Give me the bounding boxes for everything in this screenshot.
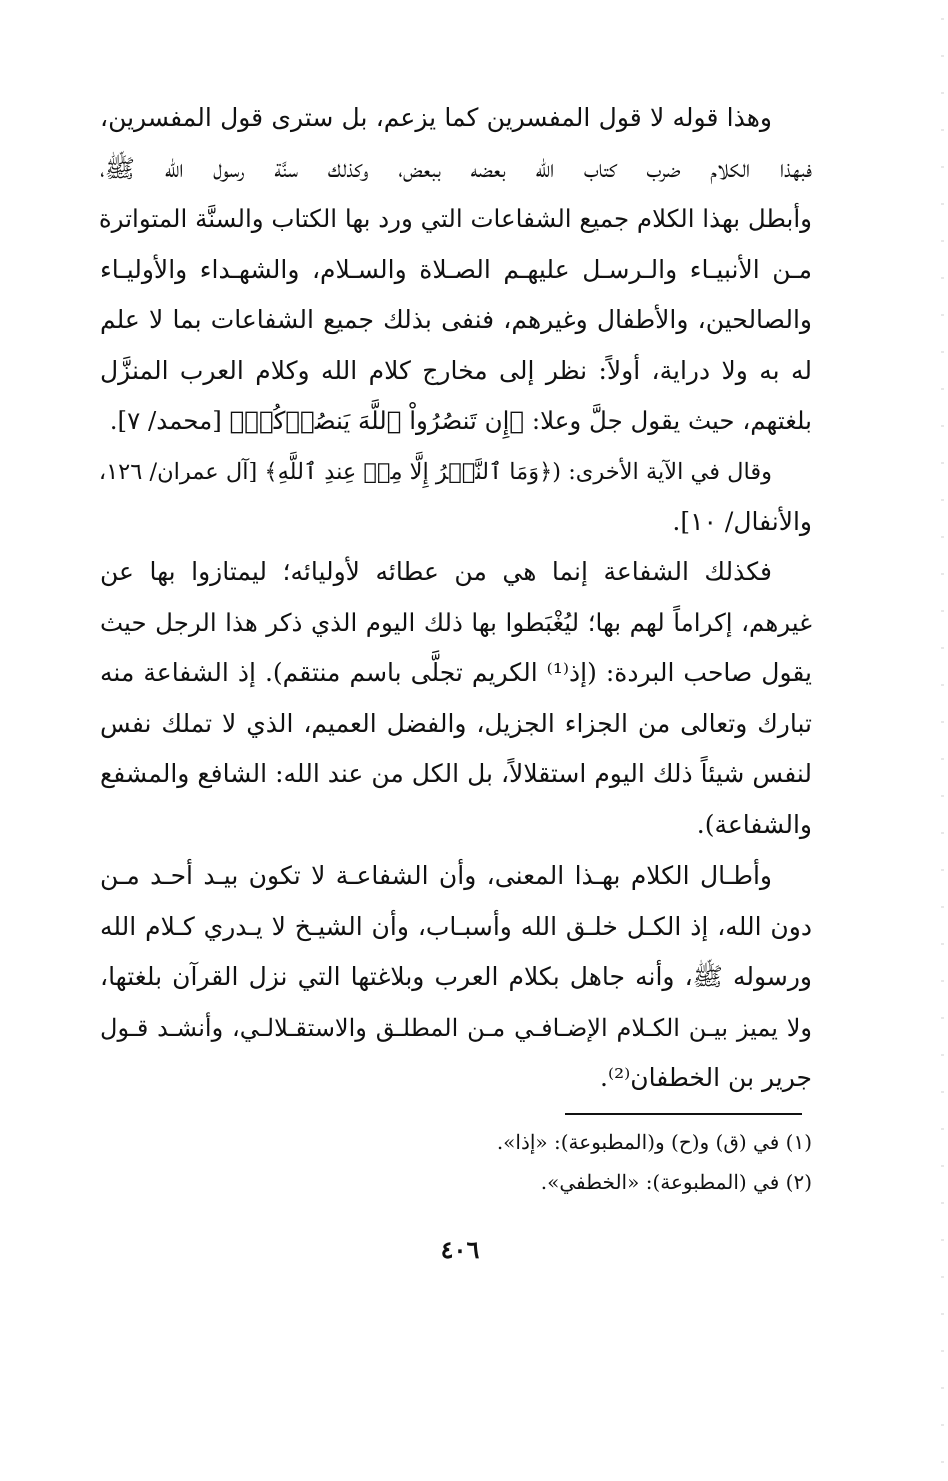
scan-edge-marks xyxy=(941,0,944,1481)
text-line: يقول صاحب البردة: (إذ⁽¹⁾ الكريم تجلَّى باسم منتقم). إذ الشفاعة منه xyxy=(100,658,812,687)
text-line: غيرهم، إكراماً لهم بها؛ ليُغْبَطوا بها ذلك اليوم الذي ذكر هذا الرجل حيث xyxy=(100,607,812,637)
page-number: ٤٠٦ xyxy=(440,1235,480,1264)
text-line: والأنفال/ ١٠]. xyxy=(672,507,812,536)
footnotes xyxy=(300,1122,812,1202)
paragraph-3 xyxy=(100,851,812,1104)
text-line: بلغتهم، حيث يقول جلَّ وعلا: ﴿إِن تَنصُرُواْ ٱللَّهَ يَنصُرۡكُمۡ﴾ [محمد/ ٧]. xyxy=(109,406,812,435)
text-line: ولا يميز بيـن الكـلام الإضـافـي مـن المطلـق والاستقـلالـي، وأنشـد قـول xyxy=(100,1013,812,1042)
text-line: والصالحين، والأطفال وغيرهم، فنفى بذلك جميع الشفاعات بما لا علم xyxy=(100,305,812,334)
text-line: فكذلك الشفاعة إنما هي من عطائه لأوليائه؛ ليمتازوا بها عن xyxy=(100,557,772,586)
footnote-1: (١) في (ق) و(ح) و(المطبوعة): «إذا». xyxy=(496,1130,812,1154)
text-line: وهذا قوله لا قول المفسرين كما يزعم، بل سترى قول المفسرين، xyxy=(100,103,772,132)
text-line: مـن الأنبيـاء والـرسـل عليهـم الصـلاة والسـلام، والشهـداء والأوليـاء xyxy=(100,254,812,284)
text-line: فبهذا الكلام ضرب كتاب الله بعضه ببعض، وكذلك سنَّة رسول الله ﷺ، xyxy=(100,153,812,183)
text-line: دون الله، إذ الكـل خلـق الله وأسبـاب، وأن الشيـخ لا يـدري كـلام الله xyxy=(100,911,812,941)
footnote-separator xyxy=(565,1113,802,1115)
text-line: جرير بن الخطفان⁽²⁾. xyxy=(600,1063,812,1092)
text-line: وقال في الآية الأخرى: (﴿وَمَا ٱلنَّصۡرُ إِلَّا مِنۡ عِندِ ٱللَّهِ﴾ [آل عمران/ ١٢٦، xyxy=(98,458,772,485)
text-line: تبارك وتعالى من الجزاء الجزيل، والفضل العميم، الذي لا تملك نفس xyxy=(100,708,812,738)
text-line: وأبطل بهذا الكلام جميع الشفاعات التي ورد بها الكتاب والسنَّة المتواترة xyxy=(98,204,812,233)
text-line: له به ولا دراية، أولاً: نظر إلى مخارج كلام الله وكلام العرب المنزَّل xyxy=(100,355,812,385)
paragraph-1 xyxy=(100,93,812,548)
text-line: لنفس شيئاً ذلك اليوم استقلالاً، بل الكل من عند الله: الشافع والمشفع xyxy=(100,759,812,788)
paragraph-2 xyxy=(100,547,812,850)
footnote-2: (٢) في (المطبوعة): «الخطفي». xyxy=(540,1170,812,1194)
text-line: وأطـال الكلام بهـذا المعنى، وأن الشفاعـة لا تكون بيـد أحـد مـن xyxy=(100,861,772,890)
text-line: ورسوله ﷺ، وأنه جاهل بكلام العرب وبلاغتها التي نزل القرآن بلغتها، xyxy=(100,962,812,991)
text-line: والشفاعة). xyxy=(696,809,812,839)
